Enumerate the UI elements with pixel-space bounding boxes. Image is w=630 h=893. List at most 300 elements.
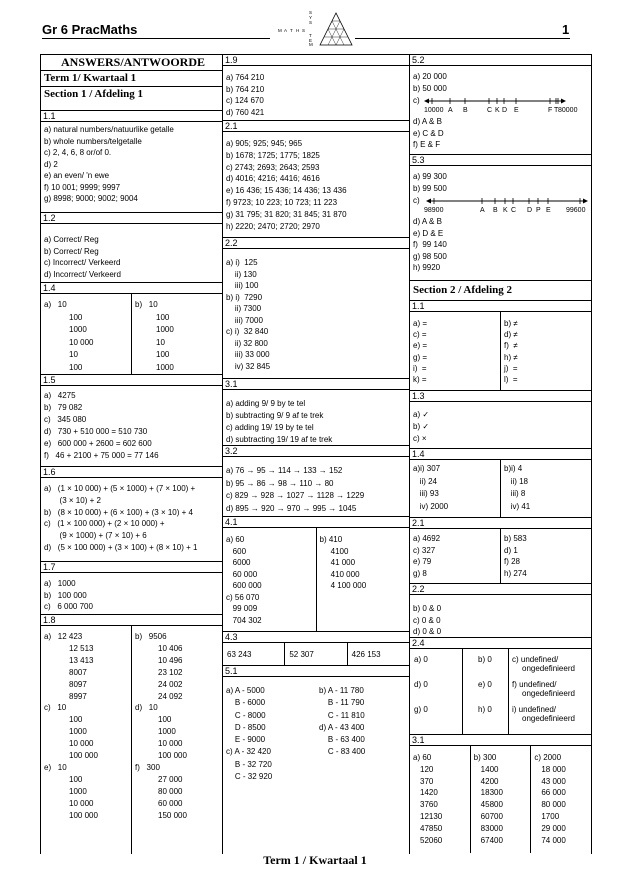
answer-line: 10 000 (158, 739, 183, 749)
answer-line: e) 79 (413, 557, 432, 566)
answer-line: ii) 18 (504, 476, 529, 486)
answer-line: b) 50 000 (413, 83, 447, 93)
answer-cell: c) undefined/ (512, 655, 559, 664)
answer-line: c) 2743; 2693; 2643; 2593 (226, 162, 320, 172)
number-line-letter: C (511, 207, 517, 214)
answer-line: B - 63 400 (319, 735, 365, 745)
answer-line: 100 (158, 715, 172, 725)
answer-line: 100 (156, 350, 170, 359)
q2-2-label: 2.2 (223, 238, 409, 249)
q1-1-box (40, 110, 223, 213)
document-title: Gr 6 PracMaths (42, 22, 138, 37)
answer-line: a) = (413, 319, 428, 328)
answer-line: a) 764 210 (226, 73, 265, 82)
logo-letter: S (309, 20, 313, 25)
answer-line: j) = (504, 363, 518, 373)
s2-q3-1-label: 3.1 (410, 735, 591, 746)
answer-line: f) 10 001; 9999; 9997 (44, 182, 121, 192)
q5-2-box (409, 54, 592, 155)
s2-q1-1-label: 1.1 (410, 301, 591, 312)
q3-2-box (222, 445, 410, 517)
answer-line: 1000 (156, 325, 174, 334)
answer-line: b) 99 500 (413, 183, 447, 193)
answer-line: f) ≠ (504, 341, 518, 351)
answer-line: d) 760 421 (226, 107, 265, 117)
answer-line: 8997 (69, 691, 87, 701)
column-divider (508, 649, 509, 734)
number-line-letter: C (487, 107, 493, 114)
answer-line: c) 0 & 0 (413, 615, 441, 625)
answer-line: c) 327 (413, 545, 436, 555)
logo-letter: M (309, 42, 313, 46)
answers-heading: ANSWERS/ANTWOORDE (41, 55, 222, 71)
q2-1-label: 2.1 (223, 121, 409, 132)
answer-line: f) 99 140 (413, 240, 447, 249)
answer-line: iv) 32 845 (226, 361, 271, 371)
answer-line: a) 12 423 (44, 632, 83, 641)
answer-line: (3 × 10) + 2 (44, 495, 101, 505)
answer-line: 66 000 (541, 788, 566, 798)
answer-line: b) 9506 (135, 632, 167, 641)
s2-q2-1-label: 2.1 (410, 518, 591, 529)
middle-column (222, 54, 410, 854)
q4-3-value: 63 243 (227, 650, 252, 659)
q5-3-box (409, 154, 592, 281)
q2-2-box (222, 237, 410, 379)
answer-line: a) 10 (44, 300, 67, 309)
q5-1-box (222, 665, 410, 854)
answer-line: 1400 (480, 764, 499, 774)
answer-line: 1700 (541, 811, 560, 821)
answer-line: c) × (413, 434, 427, 443)
answer-line: a)i) 307 (413, 464, 441, 473)
arrow-right-icon (561, 99, 566, 104)
answer-line: c) 2, 4, 6, 8 or/of 0. (44, 148, 112, 157)
answer-line: 100 (156, 312, 170, 322)
answer-line: b) 1678; 1725; 1775; 1825 (226, 150, 320, 160)
answer-line: 1420 (420, 788, 438, 798)
answer-line: 60700 (480, 811, 503, 821)
number-line-letter: E (546, 207, 551, 214)
answer-line: a) 1000 (44, 579, 76, 588)
answer-line: (9 × 1000) + (7 × 10) + 6 (44, 531, 147, 541)
answer-line: 23 102 (158, 667, 183, 677)
answer-line: 10 (156, 337, 165, 347)
answer-cell: a) 0 (414, 655, 428, 664)
answer-line: b) 583 (504, 534, 527, 543)
q5-2-label: 5.2 (410, 55, 591, 66)
number-line-letter: A (480, 207, 485, 214)
column-divider (462, 649, 463, 734)
answer-cell: h) 0 (478, 705, 492, 714)
q5-1-label: 5.1 (223, 666, 409, 677)
answer-line: 370 (420, 776, 434, 786)
answer-cell: ongedefinieerd (522, 689, 575, 698)
answer-line: B - 6000 (226, 698, 266, 708)
answer-line: h) ≠ (504, 352, 518, 362)
number-line-letter: B (463, 107, 468, 114)
answer-line: 80 000 (158, 786, 183, 796)
answer-line: 4 100 000 (319, 581, 367, 590)
answer-line: b) (8 × 10 000) + (6 × 100) + (3 × 10) + 4 (44, 507, 193, 517)
answer-line: iv) 2000 (413, 501, 449, 511)
answer-line: 4200 (480, 776, 499, 786)
s2-q2-2-box (409, 583, 592, 638)
number-line-5-2 (410, 94, 591, 116)
answer-line: 3760 (420, 800, 438, 810)
answer-line: d) 895 → 920 → 970 → 995 → 1045 (226, 503, 357, 513)
answer-line: ii) 32 800 (226, 338, 268, 348)
answer-line: 1000 (69, 786, 87, 796)
answer-line: D - 8500 (226, 722, 266, 732)
answer-line: c) i) 32 840 (226, 327, 269, 336)
number-line-start-label: 10000 (424, 107, 444, 114)
answer-line: 29 000 (541, 823, 566, 833)
answer-line: a) 4275 (44, 391, 76, 400)
s2-q2-4-label: 2.4 (410, 638, 591, 649)
answer-cell: g) 0 (414, 705, 428, 714)
answer-line: 120 (420, 764, 434, 774)
answer-line: 12130 (420, 811, 443, 821)
answer-line: iii) 100 (226, 281, 259, 290)
answer-line: 8007 (69, 667, 87, 677)
maths-system-logo (272, 10, 362, 46)
answer-line: 100 000 (69, 810, 98, 820)
q4-3-box (222, 631, 410, 666)
arrow-left-icon (426, 199, 431, 204)
page-footer: Term 1 / Kwartaal 1 (263, 853, 367, 867)
q1-4-box (40, 282, 223, 375)
answer-line: 600 000 (226, 581, 262, 590)
answer-line: 12 513 (69, 643, 94, 653)
answer-line: 1000 (69, 325, 87, 334)
q1-5-label: 1.5 (41, 375, 222, 386)
answer-line: C - 8000 (226, 710, 266, 720)
header-rule-right (355, 38, 570, 39)
q1-4-label: 1.4 (41, 283, 222, 294)
answer-line: c) (413, 196, 420, 205)
answer-line: b) 300 (473, 753, 497, 762)
right-column (409, 54, 592, 854)
answer-line: iii) 7000 (226, 315, 263, 325)
answer-line: 100 (69, 312, 83, 322)
answer-line: c) 6 000 700 (44, 602, 93, 611)
answer-line: 67400 (480, 835, 503, 845)
answer-line: 10 000 (69, 739, 94, 749)
answer-line: c) = (413, 330, 427, 340)
answer-line: 8097 (69, 679, 87, 689)
q3-2-label: 3.2 (223, 446, 409, 457)
q1-1-label: 1.1 (41, 111, 222, 122)
answer-line: c) 124 670 (226, 96, 264, 105)
answer-line: e) 600 000 + 2600 = 602 600 (44, 439, 152, 448)
answer-line: f) 300 (135, 762, 160, 772)
term-heading: Term 1/ Kwartaal 1 (41, 71, 222, 87)
answer-line: 100 000 (158, 751, 187, 761)
answer-line: b) 100 000 (44, 590, 87, 600)
answer-cell: i) undefined/ (512, 705, 557, 714)
q1-8-box (40, 614, 223, 854)
answer-line: d) (5 × 100 000) + (3 × 100) + (8 × 10) + 1 (44, 542, 198, 552)
answer-line: g) 8998; 9000; 9002; 9004 (44, 194, 138, 203)
answer-line: a) A - 5000 (226, 686, 265, 695)
q1-6-box (40, 466, 223, 562)
logo-letter: E (309, 38, 313, 43)
answer-line: c) adding 19/ 19 by te tel (226, 423, 314, 432)
answer-line: a) 60 (413, 753, 432, 762)
answer-cell: e) 0 (478, 680, 492, 689)
q4-3-value: 52 307 (284, 643, 346, 665)
answer-line: a) ✓ (413, 410, 430, 419)
arrow-right-icon (583, 199, 588, 204)
answer-line: b) ✓ (413, 422, 430, 431)
logo-letter: S (302, 28, 306, 33)
answer-line: ii) 24 (413, 476, 438, 486)
q4-3-value: 426 153 (347, 643, 409, 665)
answer-line: 45800 (480, 800, 503, 810)
answer-line: d) Incorrect/ Verkeerd (44, 269, 121, 279)
answer-line: g) 98 500 (413, 251, 447, 261)
answer-line: b) 79 082 (44, 403, 83, 412)
answer-line: iii) 93 (413, 489, 439, 498)
answer-line: 60 000 (226, 569, 258, 579)
number-line-5-3 (410, 194, 591, 216)
answer-line: b) i) 7290 (226, 292, 263, 302)
answer-line: d) ≠ (504, 330, 518, 340)
answer-line: iv) 41 (504, 501, 531, 511)
answer-line: e) 16 436; 15 436; 14 436; 13 436 (226, 186, 347, 196)
answer-line: d) 730 + 510 000 = 510 730 (44, 427, 148, 436)
answer-line: e) D & E (413, 228, 444, 238)
answer-line: e) an even/ 'n ewe (44, 171, 110, 180)
answer-line: 18300 (480, 788, 503, 798)
logo-letter: T (309, 33, 312, 38)
answer-line: a) i) 125 (226, 258, 258, 267)
number-line-letter: D (502, 107, 508, 114)
answer-line: 150 000 (158, 810, 187, 820)
logo-letter: S (309, 10, 313, 15)
answer-line: f) 9723; 10 223; 10 723; 11 223 (226, 197, 338, 207)
answer-line: 10 (69, 350, 78, 359)
answer-line: d) A - 43 400 (319, 722, 365, 732)
answer-line: g) 31 795; 31 820; 31 845; 31 870 (226, 209, 347, 219)
answer-line: 52060 (420, 835, 443, 845)
q1-7-label: 1.7 (41, 562, 222, 573)
number-line-letter: A (448, 107, 453, 114)
answer-line: k) = (413, 375, 427, 385)
answer-line: 47850 (420, 823, 443, 833)
answer-line: a) natural numbers/natuurlike getalle (44, 125, 174, 134)
answer-line: C - 11 810 (319, 710, 365, 720)
answer-line: 99 009 (226, 604, 258, 613)
answer-line: ii) 130 (226, 269, 257, 279)
answer-line: 100 (69, 715, 83, 725)
answer-line: g) 8 (413, 568, 427, 578)
answer-line: 704 302 (226, 615, 262, 625)
answer-line: 60 000 (158, 798, 183, 808)
section1-heading: Section 1 / Afdeling 1 (44, 88, 144, 100)
q5-3-label: 5.3 (410, 155, 591, 166)
answer-line: a) Correct/ Reg (44, 235, 99, 244)
answer-line: d) 1 (504, 545, 518, 555)
logo-letter: A (284, 28, 288, 33)
answer-line: b) 10 (135, 300, 158, 309)
answer-line: c) 10 (44, 703, 67, 713)
answer-line: 600 (226, 546, 247, 556)
answer-line: 74 000 (541, 835, 566, 845)
s2-q2-1-box (409, 517, 592, 584)
answer-line: 13 413 (69, 655, 94, 665)
q1-7-box (40, 561, 223, 615)
q3-1-box (222, 378, 410, 446)
answer-line: c) 2000 (534, 753, 562, 762)
answer-line: b) whole numbers/telgetalle (44, 136, 142, 146)
q1-8-label: 1.8 (41, 615, 222, 626)
answer-cell: d) 0 (414, 680, 428, 689)
answer-line: b) 764 210 (226, 84, 265, 94)
answer-line: a) 60 (226, 535, 245, 544)
left-column (40, 54, 223, 854)
answer-line: d) subtracting 19/ 19 af te trek (226, 435, 333, 444)
answer-line: 1000 (158, 727, 176, 737)
s2-q1-4-label: 1.4 (410, 449, 591, 460)
answer-line: a) 905; 925; 945; 965 (226, 139, 303, 148)
number-line-letter: D (527, 207, 533, 214)
header-rule-left (42, 38, 270, 39)
logo-letter: Y (309, 15, 313, 20)
q3-1-label: 3.1 (223, 379, 409, 390)
logo-letter: M (278, 28, 282, 33)
answer-line: 10 000 (69, 337, 94, 347)
q1-5-box (40, 374, 223, 467)
q4-3-label: 4.3 (223, 632, 409, 643)
answer-line: 10 496 (158, 655, 183, 665)
answer-line: d) 4016; 4216; 4416; 4616 (226, 174, 320, 184)
answer-line: e) 10 (44, 762, 67, 772)
q4-1-label: 4.1 (223, 517, 409, 528)
answer-line: a) adding 9/ 9 by te tel (226, 399, 306, 408)
answer-line: d) A & B (413, 217, 442, 226)
number-line-start-label: 98900 (424, 207, 444, 214)
s2-q1-1-box (409, 300, 592, 391)
titles-block (40, 54, 223, 111)
answer-line: b) Correct/ Reg (44, 246, 99, 256)
answer-cell: ongedefinieerd (522, 664, 575, 673)
answer-line: 18 000 (541, 764, 566, 774)
answer-line: c) (1 × 100 000) + (2 × 10 000) + (44, 519, 165, 529)
answer-line: iii) 33 000 (226, 350, 270, 359)
s2-q2-4-box (409, 637, 592, 735)
answer-line: C - 83 400 (319, 747, 366, 757)
answer-line: h) 9920 (413, 263, 441, 272)
answer-line: i) = (413, 363, 427, 373)
answer-line: d) 10 (135, 703, 158, 713)
answer-line: iii) 8 (504, 489, 526, 498)
q2-1-box (222, 120, 410, 238)
number-line-letter: K (503, 207, 508, 214)
answer-line: c) A - 32 420 (226, 747, 271, 757)
answer-line: a) 20 000 (413, 72, 447, 81)
answer-line: 27 000 (158, 774, 183, 784)
q1-9-label: 1.9 (223, 55, 409, 66)
s2-q2-2-label: 2.2 (410, 584, 591, 595)
answer-line: e) C & D (413, 128, 444, 138)
answer-line: c) 56 070 (226, 592, 260, 602)
s2-q1-3-box (409, 390, 592, 449)
answer-line: ii) 7300 (226, 304, 262, 313)
answer-line: 80 000 (541, 800, 566, 810)
answer-line: f) E & F (413, 140, 441, 149)
answer-line: B - 11 790 (319, 698, 365, 708)
number-line-letter: P (536, 207, 541, 214)
answer-line: a) 76 → 95 → 114 → 133 → 152 (226, 466, 343, 475)
answer-line: E - 9000 (226, 735, 266, 745)
answer-line: a) (1 × 10 000) + (5 × 1000) + (7 × 100) + (44, 484, 196, 493)
answer-line: g) = (413, 352, 428, 362)
answer-line: 41 000 (319, 558, 356, 567)
answer-line: h) 274 (504, 568, 527, 578)
number-line-letter: B (493, 207, 498, 214)
s2-q3-1-box (409, 734, 592, 854)
answer-line: 1000 (156, 362, 174, 372)
logo-letter: H (296, 28, 300, 33)
answer-line: 100 (69, 362, 83, 372)
answer-line: f) 46 + 2100 + 75 000 = 77 146 (44, 451, 159, 460)
number-line-letter: F (548, 107, 553, 114)
logo-letter: T (290, 28, 293, 33)
q4-1-box (222, 516, 410, 632)
answer-line: C - 32 920 (226, 772, 273, 782)
answer-line: c) Incorrect/ Verkeerd (44, 258, 121, 267)
number-line-end-label: 80000 (558, 107, 578, 114)
number-line-letter: T (554, 107, 559, 114)
answer-line: B - 32 720 (226, 759, 272, 769)
q1-2-box (40, 212, 223, 283)
s2-q1-4-box (409, 448, 592, 518)
answer-line: c) 345 080 (44, 415, 87, 424)
answer-line: d) 2 (44, 159, 58, 169)
answer-line: b) 410 (319, 535, 343, 544)
answer-line: c) (413, 96, 420, 105)
answer-line: c) 829 → 928 → 1027 → 1128 → 1229 (226, 491, 365, 500)
answer-line: a) 4692 (413, 534, 441, 543)
answer-line: 100 (69, 774, 83, 784)
answer-line: 1000 (69, 727, 87, 737)
answer-line: 10 000 (69, 798, 94, 808)
answer-line: 83000 (480, 823, 503, 833)
answer-line: a) 99 300 (413, 172, 447, 181)
section2-heading: Section 2 / Afdeling 2 (413, 284, 513, 296)
number-line-letter: E (514, 107, 519, 114)
answer-line: 6000 (226, 558, 251, 567)
number-line-end-label: 99600 (566, 207, 586, 214)
answer-line: b) A - 11 780 (319, 686, 364, 695)
number-line-letter: K (495, 107, 500, 114)
answer-line: d) A & B (413, 117, 442, 126)
answer-line: b)i) 4 (504, 464, 523, 473)
q1-2-label: 1.2 (41, 213, 222, 224)
arrow-left-icon (424, 99, 429, 104)
q1-6-label: 1.6 (41, 467, 222, 478)
answer-line: f) 28 (504, 557, 521, 566)
answer-line: b) 0 & 0 (413, 604, 442, 613)
answer-line: e) = (413, 341, 428, 351)
answer-line: 100 000 (69, 751, 98, 761)
answer-line: l) = (504, 375, 518, 385)
answer-line: 10 406 (158, 643, 183, 653)
answer-line: 24 002 (158, 679, 183, 689)
answer-cell: b) 0 (478, 655, 492, 664)
